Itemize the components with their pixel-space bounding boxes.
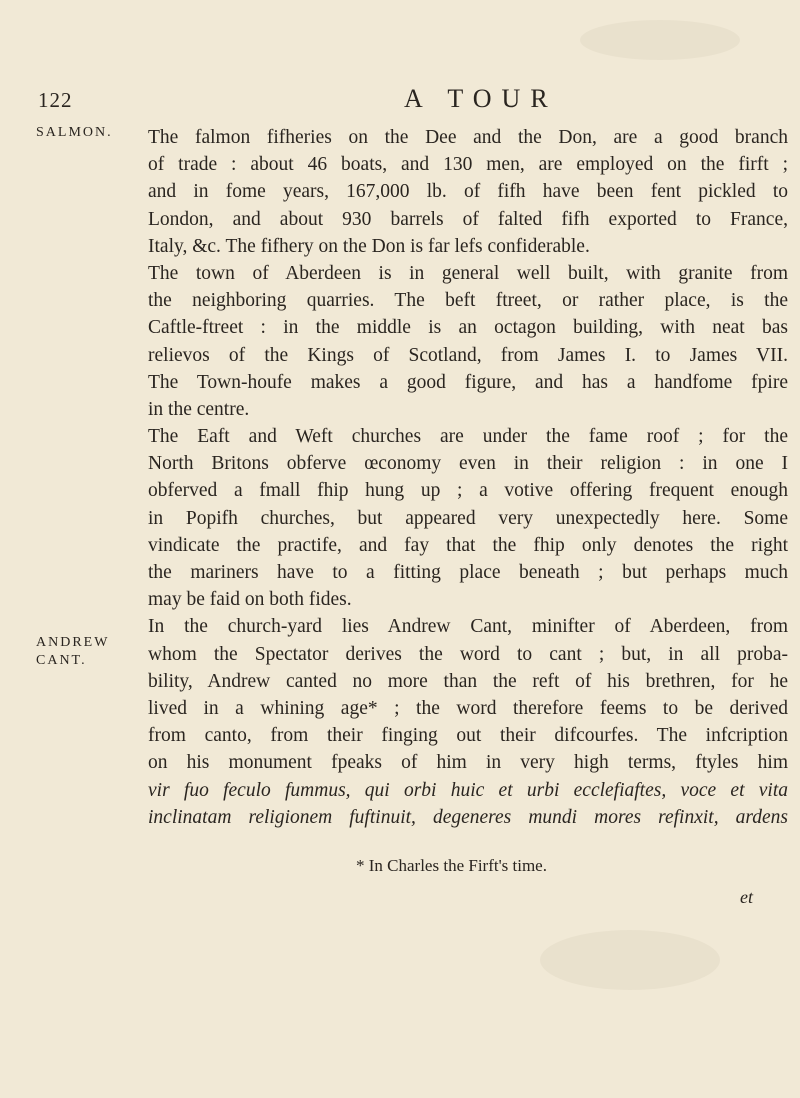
text-line: North Britons obferve œconomy even in their religion : in one I <box>148 453 788 475</box>
body-text <box>148 124 788 831</box>
text-line: The town of Aberdeen is in general well built, with granite from <box>148 262 788 284</box>
text-line: Caftle-ftreet : in the middle is an octagon building, with neat bas <box>148 317 788 339</box>
text-line: and in fome years, 167,000 lb. of fifh have been fent pickled to <box>148 181 788 203</box>
text-line: London, and about 930 barrels of falted fifh exported to France, <box>148 208 788 230</box>
text-line: The Eaft and Weft churches are under the fame roof ; for the <box>148 426 788 448</box>
text-line: the neighboring quarries. The beft ftreet, or rather place, is the <box>148 290 788 312</box>
paper-stain <box>540 930 720 990</box>
text-line: The falmon fifheries on the Dee and the Don, are a good branch <box>148 127 788 148</box>
text-line: vindicate the practife, and fay that the fhip only denotes the right <box>148 534 788 556</box>
text-line: bility, Andrew canted no more than the reft of his brethren, for he <box>148 670 788 692</box>
text-line: from canto, from their finging out their difcourfes. The infcription <box>148 725 788 747</box>
margin-note-line: CANT. <box>36 653 87 668</box>
footnote: * In Charles the Firft's time. <box>356 856 547 875</box>
margin-note-andrew-cant <box>36 634 109 670</box>
text-line: The Town-houfe makes a good figure, and has a handfome fpire <box>148 371 788 393</box>
paper-stain <box>580 20 740 60</box>
text-line: lived in a whining age* ; the word therefore feems to be derived <box>148 697 788 719</box>
running-head: A TOUR <box>404 84 558 113</box>
text-line: inclinatam religionem fuftinuit, degeneres mundi mores refinxit, ardens <box>148 806 788 828</box>
catchword: et <box>740 887 753 907</box>
page-number: 122 <box>38 88 73 112</box>
text-line: on his monument fpeaks of him in very high terms, ftyles him <box>148 752 788 774</box>
text-line: obferved a fmall fhip hung up ; a votive offering frequent enough <box>148 480 788 502</box>
text-line: Italy, &c. The fifhery on the Don is far lefs confiderable. <box>148 235 590 257</box>
text-line: may be faid on both fides. <box>148 589 352 611</box>
margin-note-line: ANDREW <box>36 635 110 650</box>
text-line: whom the Spectator derives the word to cant ; but, in all proba- <box>148 643 788 665</box>
text-line: in the centre. <box>148 398 250 420</box>
margin-note-salmon: SALMON. <box>36 125 113 140</box>
text-line: vir fuo feculo fummus, qui orbi huic et urbi ecclefiaftes, voce et vita <box>148 779 788 801</box>
text-line: of trade : about 46 boats, and 130 men, are employed on the firft ; <box>148 154 788 176</box>
text-line: in Popifh churches, but appeared very unexpectedly here. Some <box>148 507 788 529</box>
text-line: In the church-yard lies Andrew Cant, minifter of Aberdeen, from <box>148 616 788 638</box>
text-line: the mariners have to a fitting place beneath ; but perhaps much <box>148 562 788 583</box>
text-line: relievos of the Kings of Scotland, from James I. to James VII. <box>148 344 788 366</box>
